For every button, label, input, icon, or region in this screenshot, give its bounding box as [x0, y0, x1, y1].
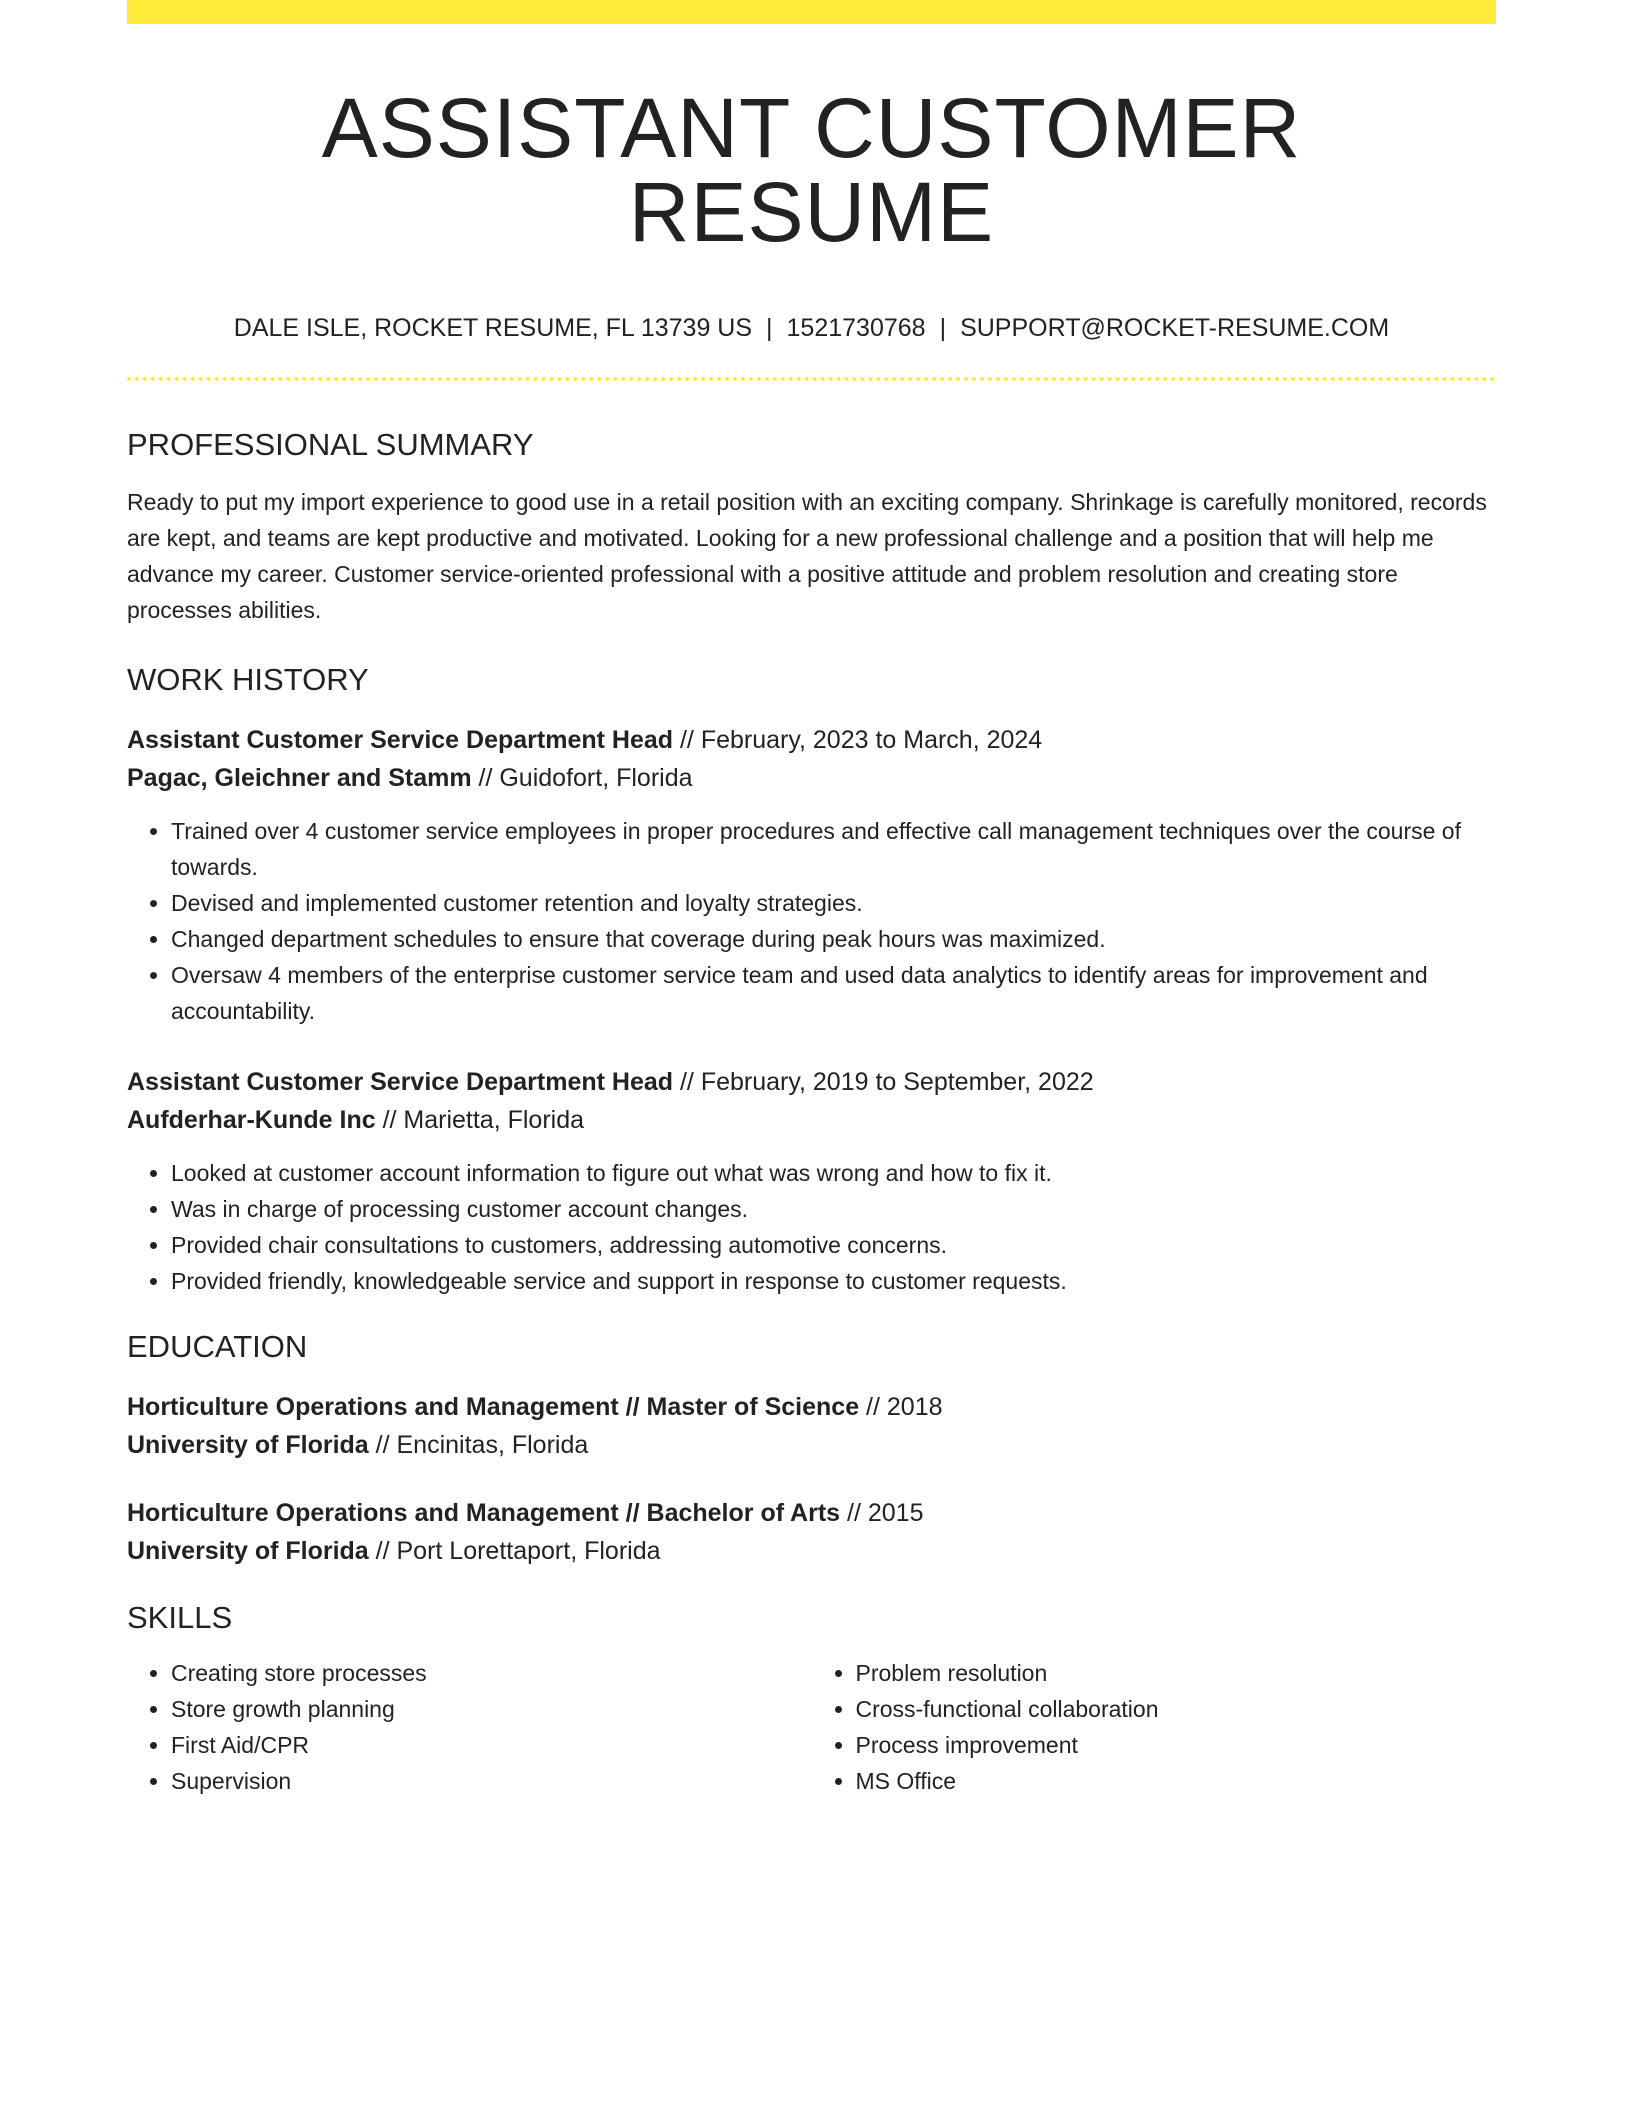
education-heading: EDUCATION — [127, 1329, 308, 1364]
job-bullet: • Looked at customer account information to figure out what was wrong and how to fix it. — [171, 1155, 1496, 1191]
job-entry — [127, 1063, 1496, 1139]
job-title-line — [127, 1063, 1496, 1101]
job-bullets — [127, 813, 1496, 1029]
job-company-line — [127, 759, 1496, 797]
job-company: Aufderhar-Kunde Inc — [127, 1106, 376, 1134]
job-title-line — [127, 721, 1496, 759]
work-history-heading: WORK HISTORY — [127, 662, 369, 697]
job-location: // Guidofort, Florida — [471, 764, 693, 792]
skill-item: • Process improvement — [856, 1727, 1497, 1763]
degree: Horticulture Operations and Management // Master of Science — [127, 1393, 860, 1421]
skill-item: • Cross-functional collaboration — [856, 1691, 1497, 1727]
education-entry — [127, 1388, 1496, 1464]
job-bullet: • Oversaw 4 members of the enterprise customer service team and used data analytics to identify areas for improvement and accountability. — [171, 957, 1496, 1029]
job-bullet: • Devised and implemented customer retention and loyalty strategies. — [171, 885, 1496, 921]
school-line — [127, 1532, 1496, 1570]
job-company-line — [127, 1101, 1496, 1139]
degree-year: // 2018 — [859, 1393, 943, 1421]
skills-list-left — [127, 1655, 812, 1799]
skill-item: • First Aid/CPR — [171, 1727, 812, 1763]
skills-columns — [127, 1655, 1496, 1799]
summary-text: Ready to put my import experience to good use in a retail position with an exciting company. Shrinkage is carefully monitored, records are kept, and teams are kept productive and motivated. Looking for a new professional challenge and a position that will help me advance my career. Customer service-oriented professional with a positive attitude and problem resolution and creating store processes abilities. — [127, 489, 1487, 623]
resume-title: ASSISTANT CUSTOMER RESUME — [321, 81, 1302, 259]
skills-list-right — [812, 1655, 1497, 1799]
job-dates: // February, 2019 to September, 2022 — [673, 1068, 1094, 1096]
contact-separator: | — [766, 314, 773, 342]
job-bullet: • Trained over 4 customer service employees in proper procedures and effective call management techniques over the course of towards. — [171, 813, 1496, 885]
school-line — [127, 1426, 1496, 1464]
school: University of Florida — [127, 1431, 369, 1459]
resume-page — [127, 0, 1496, 1799]
top-accent-bar — [127, 0, 1496, 24]
school: University of Florida — [127, 1537, 369, 1565]
contact-address: DALE ISLE, ROCKET RESUME, FL 13739 US — [233, 314, 753, 342]
job-bullet: • Was in charge of processing customer account changes. — [171, 1191, 1496, 1227]
job-dates: // February, 2023 to March, 2024 — [673, 726, 1043, 754]
degree-line — [127, 1494, 1496, 1532]
dotted-divider — [127, 377, 1496, 381]
degree: Horticulture Operations and Management // Bachelor of Arts — [127, 1499, 841, 1527]
skills-heading: SKILLS — [127, 1600, 233, 1635]
education-entry — [127, 1494, 1496, 1570]
school-location: // Port Lorettaport, Florida — [368, 1537, 661, 1565]
job-entry — [127, 721, 1496, 797]
job-location: // Marietta, Florida — [375, 1106, 585, 1134]
job-title: Assistant Customer Service Department Head — [127, 726, 674, 754]
degree-year: // 2015 — [840, 1499, 924, 1527]
skill-item: • Supervision — [171, 1763, 812, 1799]
degree-line — [127, 1388, 1496, 1426]
contact-separator: | — [939, 314, 947, 342]
skill-item: • Creating store processes — [171, 1655, 812, 1691]
skill-item: • Store growth planning — [171, 1691, 812, 1727]
job-bullet: • Provided chair consultations to customers, addressing automotive concerns. — [171, 1227, 1496, 1263]
job-bullet: • Changed department schedules to ensure that coverage during peak hours was maximized. — [171, 921, 1496, 957]
contact-line — [127, 316, 1496, 341]
contact-email: SUPPORT@ROCKET-RESUME.COM — [960, 314, 1390, 342]
school-location: // Encinitas, Florida — [368, 1431, 589, 1459]
summary-heading: PROFESSIONAL SUMMARY — [127, 427, 534, 462]
job-bullet: • Provided friendly, knowledgeable service and support in response to customer requests. — [171, 1263, 1496, 1299]
contact-phone: 1521730768 — [786, 314, 926, 342]
skill-item: • MS Office — [856, 1763, 1497, 1799]
job-title: Assistant Customer Service Department Head — [127, 1068, 674, 1096]
job-bullets — [127, 1155, 1496, 1299]
job-company: Pagac, Gleichner and Stamm — [127, 764, 472, 792]
skill-item: • Problem resolution — [856, 1655, 1497, 1691]
